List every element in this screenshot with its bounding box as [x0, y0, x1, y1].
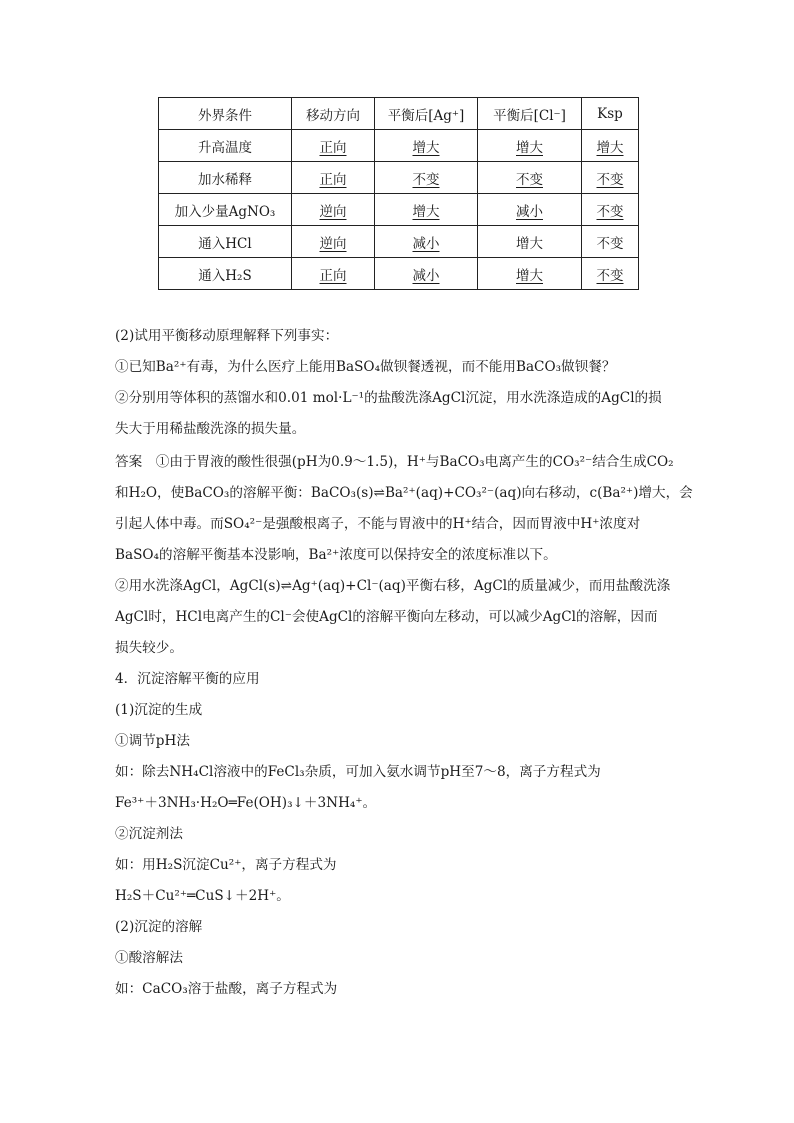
- table-cell: 逆向: [292, 194, 375, 226]
- table-row: [159, 258, 639, 290]
- table-header: 移动方向: [292, 98, 375, 130]
- answer-line-7: 损失较少。: [115, 640, 183, 656]
- answer-line-2: 和H₂O，使BaCO₃的溶解平衡：BaCO₃(s)⇌Ba²⁺(aq)+CO₃²⁻(aq)向右移动，c(Ba²⁺)增大，会: [115, 485, 693, 501]
- table-cell: 增大: [478, 226, 582, 258]
- example-text: 如：除去NH₄Cl溶液中的FeCl₃杂质，可加入氨水调节pH至7～8，离子方程式为: [115, 764, 601, 780]
- table-header: Ksp: [582, 98, 639, 130]
- table-cell: 加水稀释: [159, 162, 292, 194]
- table-cell: 不变: [582, 194, 639, 226]
- table-cell: 通入HCl: [159, 226, 292, 258]
- table-cell: 不变: [582, 258, 639, 290]
- table-row: [159, 130, 639, 162]
- question-1: ①已知Ba²⁺有毒，为什么医疗上能用BaSO₄做钡餐透视，而不能用BaCO₃做钡餐？: [115, 359, 616, 375]
- table-cell: 增大: [375, 130, 478, 162]
- answer-line-3: 引起人体中毒。而SO₄²⁻是强酸根离子，不能与胃液中的H⁺结合，因而胃液中H⁺浓度对: [115, 516, 641, 532]
- ionic-equation: H₂S＋Cu²⁺═CuS↓＋2H⁺。: [115, 888, 290, 904]
- subsection-heading: (2)沉淀的溶解: [115, 919, 203, 935]
- table-header-row: [159, 98, 639, 130]
- table-header: 外界条件: [159, 98, 292, 130]
- table-cell: 不变: [582, 162, 639, 194]
- example-text: 如：CaCO₃溶于盐酸，离子方程式为: [115, 981, 338, 997]
- section-heading: 4．沉淀溶解平衡的应用: [115, 671, 260, 687]
- table-cell: 不变: [582, 226, 639, 258]
- table-cell: 不变: [375, 162, 478, 194]
- table-cell: 升高温度: [159, 130, 292, 162]
- conditions-table: [158, 97, 639, 290]
- table-header: 平衡后[Cl⁻]: [478, 98, 582, 130]
- answer-line-1: 答案 ①由于胃液的酸性很强(pH为0.9～1.5)，H⁺与BaCO₃电离产生的CO₃²⁻结合生成CO₂: [115, 454, 674, 470]
- table-cell: 减小: [478, 194, 582, 226]
- table-cell: 通入H₂S: [159, 258, 292, 290]
- ionic-equation: Fe³⁺＋3NH₃·H₂O═Fe(OH)₃↓＋3NH₄⁺。: [115, 795, 377, 811]
- table-cell: 不变: [478, 162, 582, 194]
- example-text: 如：用H₂S沉淀Cu²⁺，离子方程式为: [115, 857, 337, 873]
- question-2-line-1: ②分别用等体积的蒸馏水和0.01 mol·L⁻¹的盐酸洗涤AgCl沉淀，用水洗涤造成的AgCl的损: [115, 390, 662, 406]
- table-cell: 正向: [292, 162, 375, 194]
- table-cell: 正向: [292, 130, 375, 162]
- table-row: [159, 162, 639, 194]
- table-cell: 增大: [582, 130, 639, 162]
- table-header: 平衡后[Ag⁺]: [375, 98, 478, 130]
- method-heading: ①调节pH法: [115, 733, 190, 749]
- table-cell: 减小: [375, 226, 478, 258]
- table-cell: 增大: [478, 258, 582, 290]
- table-cell: 增大: [478, 130, 582, 162]
- question-intro: (2)试用平衡移动原理解释下列事实：: [115, 328, 339, 344]
- table-cell: 正向: [292, 258, 375, 290]
- table-cell: 增大: [375, 194, 478, 226]
- method-heading: ①酸溶解法: [115, 950, 183, 966]
- method-heading: ②沉淀剂法: [115, 826, 183, 842]
- answer-line-5: ②用水洗涤AgCl，AgCl(s)⇌Ag⁺(aq)+Cl⁻(aq)平衡右移，AgCl的质量减少，而用盐酸洗涤: [115, 578, 671, 594]
- table-cell: 逆向: [292, 226, 375, 258]
- table-cell: 减小: [375, 258, 478, 290]
- question-2-line-2: 失大于用稀盐酸洗涤的损失量。: [115, 421, 306, 437]
- table-cell: 加入少量AgNO₃: [159, 194, 292, 226]
- subsection-heading: (1)沉淀的生成: [115, 702, 203, 718]
- table-row: [159, 226, 639, 258]
- table-row: [159, 194, 639, 226]
- answer-line-4: BaSO₄的溶解平衡基本没影响，Ba²⁺浓度可以保持安全的浓度标准以下。: [115, 547, 557, 563]
- answer-line-6: AgCl时，HCl电离产生的Cl⁻会使AgCl的溶解平衡向左移动，可以减少AgCl的溶解，因而: [115, 609, 658, 625]
